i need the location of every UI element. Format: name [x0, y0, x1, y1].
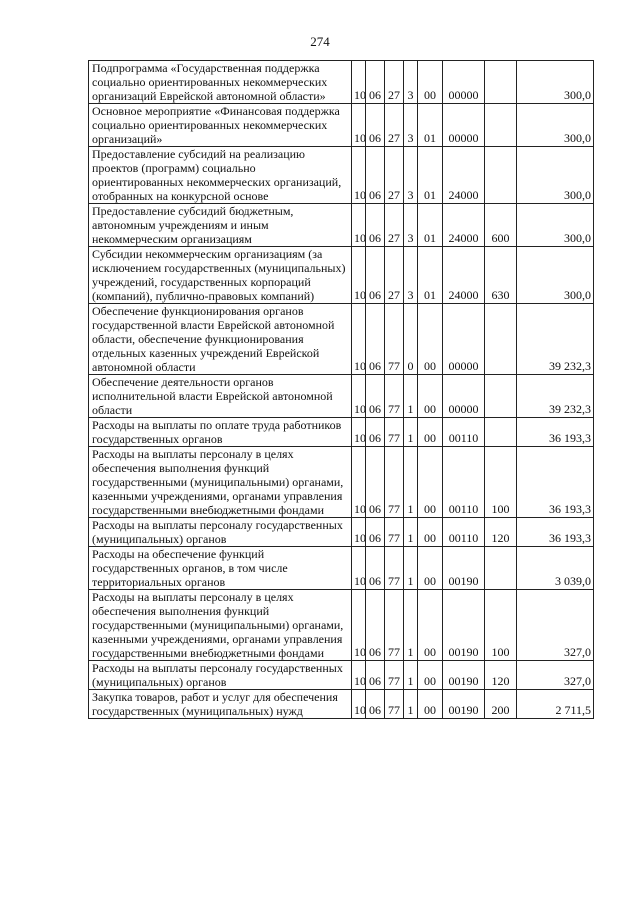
section-cell: 10 — [352, 204, 366, 247]
amount-cell: 39 232,3 — [517, 304, 594, 375]
expense-type-cell — [485, 304, 517, 375]
amount-cell: 327,0 — [517, 590, 594, 661]
subsection-cell: 06 — [366, 204, 385, 247]
amount-cell: 300,0 — [517, 204, 594, 247]
event-code-cell: 01 — [418, 247, 443, 304]
subsection-cell: 06 — [366, 104, 385, 147]
amount-cell: 39 232,3 — [517, 375, 594, 418]
table-row — [89, 590, 594, 661]
table-row — [89, 447, 594, 518]
amount-cell: 300,0 — [517, 147, 594, 204]
table-row — [89, 547, 594, 590]
subsection-cell: 06 — [366, 661, 385, 690]
subprogram-code-cell: 1 — [404, 518, 418, 547]
event-code-cell: 00 — [418, 590, 443, 661]
direction-code-cell: 24000 — [443, 147, 485, 204]
item-name-cell: Расходы на выплаты персоналу в целях обеспечения выполнения функций государственными (муниципальными) органами, казенными учреждениями, органами управления государственными внебюджетными фондами — [89, 590, 352, 661]
program-code-cell: 77 — [385, 375, 404, 418]
program-code-cell: 77 — [385, 690, 404, 719]
direction-code-cell: 24000 — [443, 247, 485, 304]
amount-cell: 327,0 — [517, 661, 594, 690]
program-code-cell: 77 — [385, 590, 404, 661]
amount-cell: 36 193,3 — [517, 418, 594, 447]
direction-code-cell: 00190 — [443, 590, 485, 661]
item-name-cell: Подпрограмма «Государственная поддержка социально ориентированных некоммерческих организаций Еврейской автономной области» — [89, 61, 352, 104]
subprogram-code-cell: 1 — [404, 547, 418, 590]
section-cell: 10 — [352, 661, 366, 690]
direction-code-cell: 00110 — [443, 418, 485, 447]
subsection-cell: 06 — [366, 418, 385, 447]
expense-type-cell: 100 — [485, 590, 517, 661]
subprogram-code-cell: 0 — [404, 304, 418, 375]
subsection-cell: 06 — [366, 518, 385, 547]
subprogram-code-cell: 3 — [404, 61, 418, 104]
event-code-cell: 01 — [418, 147, 443, 204]
subsection-cell: 06 — [366, 304, 385, 375]
table-row — [89, 247, 594, 304]
expense-type-cell: 120 — [485, 518, 517, 547]
item-name-cell: Расходы на обеспечение функций государственных органов, в том числе территориальных органов — [89, 547, 352, 590]
expense-type-cell: 120 — [485, 661, 517, 690]
item-name-cell: Расходы на выплаты по оплате труда работников государственных органов — [89, 418, 352, 447]
section-cell: 10 — [352, 304, 366, 375]
amount-cell: 3 039,0 — [517, 547, 594, 590]
section-cell: 10 — [352, 61, 366, 104]
item-name-cell: Расходы на выплаты персоналу в целях обеспечения выполнения функций государственными (муниципальными) органами, казенными учреждениями, органами управления государственными внебюджетными фондами — [89, 447, 352, 518]
amount-cell: 36 193,3 — [517, 518, 594, 547]
section-cell: 10 — [352, 375, 366, 418]
program-code-cell: 27 — [385, 247, 404, 304]
table-row — [89, 204, 594, 247]
program-code-cell: 27 — [385, 204, 404, 247]
amount-cell: 300,0 — [517, 247, 594, 304]
event-code-cell: 00 — [418, 418, 443, 447]
item-name-cell: Обеспечение деятельности органов исполнительной власти Еврейской автономной области — [89, 375, 352, 418]
item-name-cell: Обеспечение функционирования органов государственной власти Еврейской автономной области, обеспечение функционирования отдельных казенных учреждений Еврейской автономной области — [89, 304, 352, 375]
direction-code-cell: 00190 — [443, 547, 485, 590]
section-cell: 10 — [352, 247, 366, 304]
direction-code-cell: 00110 — [443, 447, 485, 518]
program-code-cell: 77 — [385, 304, 404, 375]
section-cell: 10 — [352, 447, 366, 518]
program-code-cell: 27 — [385, 104, 404, 147]
item-name-cell: Закупка товаров, работ и услуг для обеспечения государственных (муниципальных) нужд — [89, 690, 352, 719]
table-row — [89, 104, 594, 147]
subprogram-code-cell: 3 — [404, 104, 418, 147]
section-cell: 10 — [352, 690, 366, 719]
amount-cell: 300,0 — [517, 104, 594, 147]
table-row — [89, 147, 594, 204]
table-row — [89, 61, 594, 104]
item-name-cell: Основное мероприятие «Финансовая поддержка социально ориентированных некоммерческих организаций» — [89, 104, 352, 147]
subprogram-code-cell: 1 — [404, 590, 418, 661]
section-cell: 10 — [352, 418, 366, 447]
subprogram-code-cell: 1 — [404, 447, 418, 518]
amount-cell: 300,0 — [517, 61, 594, 104]
direction-code-cell: 00000 — [443, 61, 485, 104]
program-code-cell: 77 — [385, 661, 404, 690]
table-row — [89, 690, 594, 719]
item-name-cell: Расходы на выплаты персоналу государственных (муниципальных) органов — [89, 518, 352, 547]
expense-type-cell — [485, 147, 517, 204]
program-code-cell: 27 — [385, 61, 404, 104]
subsection-cell: 06 — [366, 147, 385, 204]
item-name-cell: Субсидии некоммерческим организациям (за исключением государственных (муниципальных) учреждений, государственных корпораций (компаний), публично-правовых компаний) — [89, 247, 352, 304]
section-cell: 10 — [352, 147, 366, 204]
section-cell: 10 — [352, 547, 366, 590]
section-cell: 10 — [352, 104, 366, 147]
subsection-cell: 06 — [366, 547, 385, 590]
table-body — [89, 61, 594, 719]
direction-code-cell: 00000 — [443, 375, 485, 418]
table-row — [89, 304, 594, 375]
subsection-cell: 06 — [366, 690, 385, 719]
expense-type-cell: 630 — [485, 247, 517, 304]
event-code-cell: 01 — [418, 204, 443, 247]
table-row — [89, 418, 594, 447]
event-code-cell: 00 — [418, 690, 443, 719]
subprogram-code-cell: 1 — [404, 375, 418, 418]
subprogram-code-cell: 3 — [404, 147, 418, 204]
subsection-cell: 06 — [366, 375, 385, 418]
event-code-cell: 01 — [418, 104, 443, 147]
event-code-cell: 00 — [418, 375, 443, 418]
direction-code-cell: 00000 — [443, 304, 485, 375]
item-name-cell: Расходы на выплаты персоналу государственных (муниципальных) органов — [89, 661, 352, 690]
program-code-cell: 77 — [385, 447, 404, 518]
program-code-cell: 77 — [385, 518, 404, 547]
subsection-cell: 06 — [366, 247, 385, 304]
event-code-cell: 00 — [418, 518, 443, 547]
direction-code-cell: 00110 — [443, 518, 485, 547]
item-name-cell: Предоставление субсидий бюджетным, автономным учреждениям и иным некоммерческим организациям — [89, 204, 352, 247]
program-code-cell: 77 — [385, 547, 404, 590]
subsection-cell: 06 — [366, 590, 385, 661]
expense-type-cell — [485, 547, 517, 590]
direction-code-cell: 24000 — [443, 204, 485, 247]
page-number: 274 — [310, 34, 330, 49]
program-code-cell: 77 — [385, 418, 404, 447]
expense-type-cell — [485, 61, 517, 104]
direction-code-cell: 00000 — [443, 104, 485, 147]
event-code-cell: 00 — [418, 661, 443, 690]
expense-type-cell — [485, 375, 517, 418]
subprogram-code-cell: 3 — [404, 247, 418, 304]
event-code-cell: 00 — [418, 304, 443, 375]
event-code-cell: 00 — [418, 547, 443, 590]
direction-code-cell: 00190 — [443, 690, 485, 719]
expense-type-cell — [485, 418, 517, 447]
event-code-cell: 00 — [418, 61, 443, 104]
expense-type-cell — [485, 104, 517, 147]
amount-cell: 36 193,3 — [517, 447, 594, 518]
subsection-cell: 06 — [366, 447, 385, 518]
table-row — [89, 375, 594, 418]
budget-table — [88, 60, 594, 719]
direction-code-cell: 00190 — [443, 661, 485, 690]
table-row — [89, 661, 594, 690]
subprogram-code-cell: 1 — [404, 690, 418, 719]
expense-type-cell: 600 — [485, 204, 517, 247]
program-code-cell: 27 — [385, 147, 404, 204]
expense-type-cell: 200 — [485, 690, 517, 719]
amount-cell: 2 711,5 — [517, 690, 594, 719]
subprogram-code-cell: 1 — [404, 661, 418, 690]
subprogram-code-cell: 3 — [404, 204, 418, 247]
item-name-cell: Предоставление субсидий на реализацию проектов (программ) социально ориентированных некоммерческих организаций, отобранных на конкурсной основе — [89, 147, 352, 204]
subsection-cell: 06 — [366, 61, 385, 104]
event-code-cell: 00 — [418, 447, 443, 518]
table-row — [89, 518, 594, 547]
section-cell: 10 — [352, 518, 366, 547]
subprogram-code-cell: 1 — [404, 418, 418, 447]
expense-type-cell: 100 — [485, 447, 517, 518]
section-cell: 10 — [352, 590, 366, 661]
